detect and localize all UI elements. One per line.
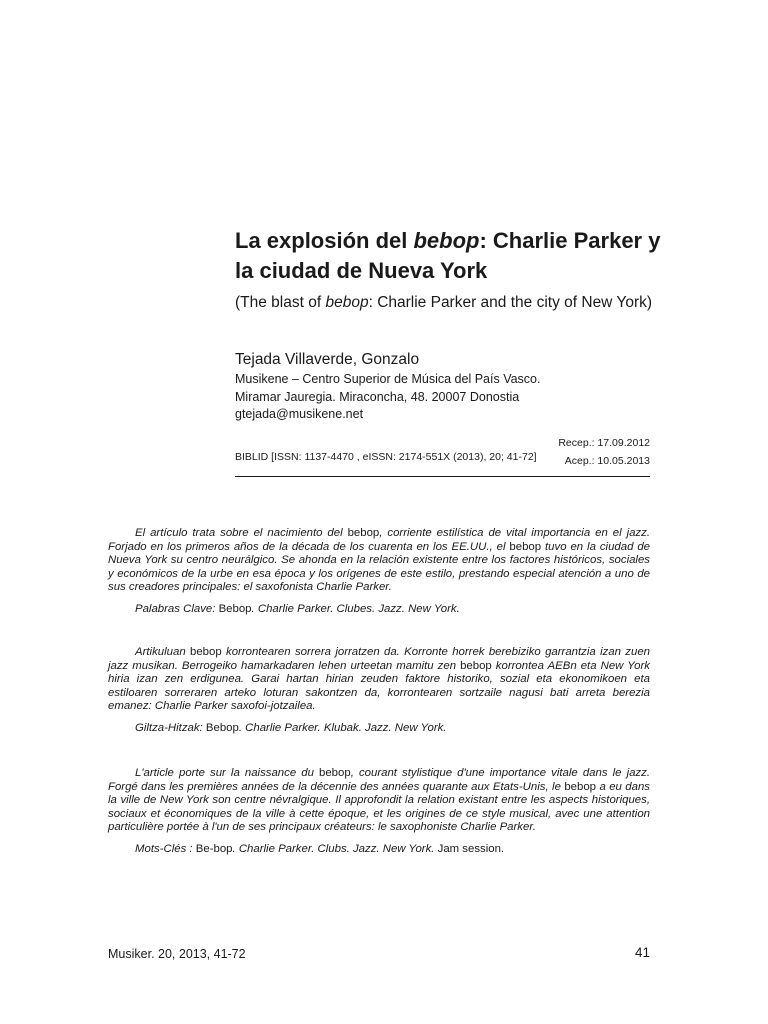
abstract-french [108, 767, 650, 857]
author-email: gtejada@musikene.net [235, 407, 364, 421]
page-number: 41 [634, 945, 650, 960]
keywords [108, 603, 650, 617]
abstract-segment: , corriente estilística de vital importancia en el jazz. Forjado en los primeros años de la década de los cuarenta en los EE.UU., el [108, 527, 650, 553]
abstract-segment: L'article porte sur la naissance du [135, 767, 320, 779]
keyword-term: Be-bop [195, 842, 233, 855]
keywords-list: . Charlie Parker. Clubes. Jazz. New York. [251, 602, 460, 615]
journal-citation: Musiker. 20, 2013, 41-72 [108, 947, 246, 961]
keywords [108, 843, 650, 857]
subtitle-text: (The blast of [235, 294, 326, 311]
abstract-segment: El artículo trata sobre el nacimiento del [135, 527, 348, 539]
author-name: Tejada Villaverde, Gonzalo [235, 351, 420, 368]
title-text-rest: : Charlie Parker y la ciudad de Nueva York [235, 228, 661, 283]
keywords-list: . Charlie Parker. Clubs. Jazz. New York. [232, 842, 435, 855]
author-affiliation [235, 371, 540, 424]
title-text: La explosión del [235, 228, 414, 253]
dates-block [558, 434, 650, 470]
abstract-segment: Artikuluan [135, 646, 190, 658]
received-date: Recep.: 17.09.2012 [558, 437, 650, 449]
abstract-text [108, 527, 650, 595]
accepted-date: Acep.: 10.05.2013 [564, 455, 650, 467]
abstract-term: bebop [564, 780, 597, 793]
keywords-label: Giltza-Hitzak: [135, 721, 206, 734]
abstract-basque [108, 646, 650, 736]
article-subtitle [235, 292, 655, 313]
abstract-text [108, 767, 650, 835]
abstract-term: bebop [347, 527, 380, 539]
abstract-term: bebop [509, 540, 542, 553]
keyword-term: Bebop [218, 602, 252, 615]
keywords-label: Mots-Clés : [135, 842, 196, 855]
keywords-label: Palabras Clave: [135, 602, 219, 615]
abstract-term: bebop [319, 767, 351, 779]
abstract-spanish [108, 527, 650, 617]
abstract-term: bebop [460, 659, 492, 672]
abstract-text [108, 646, 650, 714]
affiliation-address: Miramar Jauregia. Miraconcha, 48. 20007 Donostia [235, 389, 520, 404]
subtitle-italic-term: bebop [325, 294, 369, 311]
abstract-term: bebop [190, 646, 222, 658]
affiliation-institution: Musikene – Centro Superior de Música del País Vasco. [235, 372, 541, 386]
keyword-extra: Jam session. [434, 842, 505, 855]
abstract-segment: , courant stylistique d'une importance vitale dans le jazz. Forgé dans les premières années de la décennie des années quarante aux Etats-Unis, le [108, 767, 650, 793]
header-divider [235, 476, 650, 477]
keywords [108, 722, 650, 736]
subtitle-text-rest: : Charlie Parker and the city of New York) [368, 294, 653, 311]
article-title [235, 226, 675, 286]
abstract-segment: a eu dans la ville de New York son centre névralgique. Il approfondit la relation existant entre les aspects historiques, sociaux et économiques de la ville à cette époque, et les origines de ce style musical, avec une attention particulière portée à l'un de ses principaux créateurs: le saxophoniste Charlie Parker. [108, 780, 650, 834]
abstract-segment: korrontea AEBn eta New York hiria izan zen erdigunea. Garai hartan hirian zeuden faktore historiko, sozial eta ekonomikoen eta estiloaren sorreraren arteko loturan sakontzen da, korrontearen sortzaile nagusi bati arreta berezia emanez: Charlie Parker saxofoi-jotzailea. [108, 659, 651, 713]
keyword-term: Bebop [205, 721, 239, 734]
title-italic-term: bebop [413, 228, 480, 253]
abstract-segment: korrontearen sorrera jorratzen da. Korronte horrek berebiziko garrantzia izan zuen jazz musikan. Berrogeiko hamarkadaren lehen urteetan mamitu zen [108, 646, 650, 672]
keywords-list: . Charlie Parker. Klubak. Jazz. New York. [238, 721, 447, 734]
abstract-segment: tuvo en la ciudad de Nueva York su centro neurálgico. Se ahonda en la relación existente entre los factores históricos, sociales y económicos de la urbe en esa época y los orígenes de este estilo, prestando especial atención a uno de sus creadores principales: el saxofonista Charlie Parker. [108, 540, 651, 594]
biblid-line: BIBLID [ISSN: 1137-4470 , eISSN: 2174-551X (2013), 20; 41-72] [235, 451, 537, 463]
